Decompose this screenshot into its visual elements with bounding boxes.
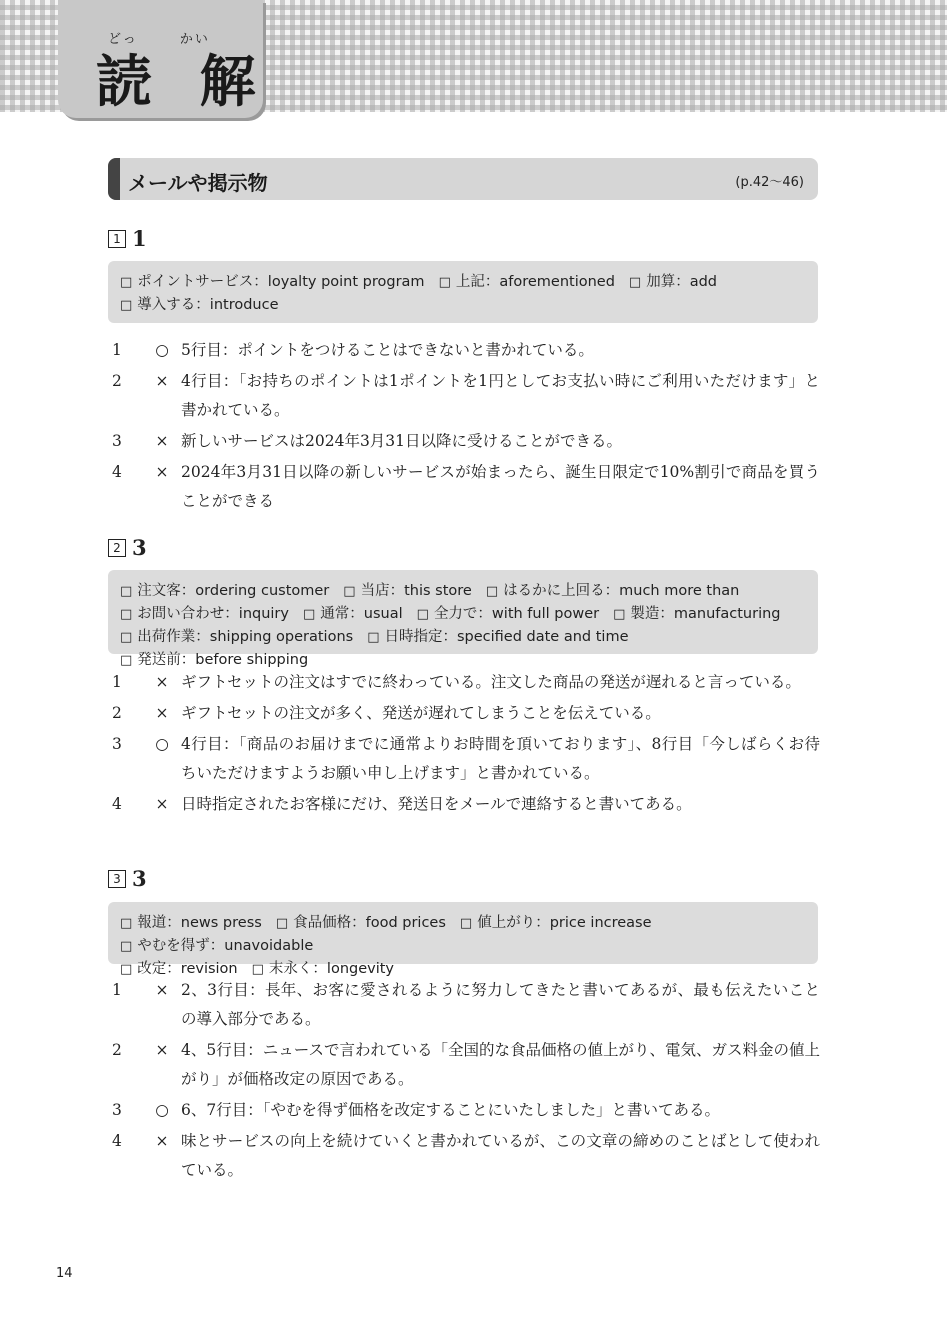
- answer-number: 2: [112, 372, 122, 390]
- vocab-item: □ 改定：revision: [120, 958, 238, 981]
- question-number-box: 3: [108, 870, 126, 888]
- vocab-box-1: [108, 261, 818, 323]
- answer-mark: ×: [155, 1041, 169, 1059]
- title-ruby-2: かい: [179, 32, 210, 47]
- answer-text: 2024年3月31日以降の新しいサービスが始まったら、誕生日限定で10%割引で商品を買うことができる: [181, 463, 820, 510]
- vocab-item: □ 製造：manufacturing: [613, 603, 780, 626]
- question-answer: 3: [132, 866, 147, 891]
- answer-mark: ×: [155, 704, 169, 722]
- answer-mark: ○: [155, 1101, 169, 1119]
- page-number: 14: [56, 1266, 73, 1281]
- answer-number: 2: [112, 1041, 122, 1059]
- answer-text: 6、7行目：「やむを得ず価格を改定することにいたしました」と書いてある。: [181, 1101, 720, 1119]
- vocab-item: □ 報道：news press: [120, 912, 262, 935]
- vocab-item: □ 全力で：with full power: [417, 603, 599, 626]
- question-answer: 3: [132, 535, 147, 560]
- answer-text: 4行目：「商品のお届けまでに通常よりお時間を頂いております」、8行目「今しばらくお待ちいただけますようお願い申し上げます」と書かれている。: [181, 735, 820, 782]
- answer-number: 3: [112, 1101, 122, 1119]
- vocab-item: □ ポイントサービス：loyalty point program: [120, 271, 425, 294]
- answer-mark: ×: [155, 463, 169, 481]
- vocab-item: □ 通常：usual: [303, 603, 403, 626]
- vocab-item: □ 食品価格：food prices: [276, 912, 446, 935]
- answer-row: [108, 427, 820, 456]
- vocab-item: □ 当店：this store: [343, 580, 472, 603]
- vocab-item: □ 値上がり：price increase: [460, 912, 652, 935]
- answer-number: 3: [112, 735, 122, 753]
- vocab-item: □ 注文客：ordering customer: [120, 580, 329, 603]
- question-number-box: 1: [108, 230, 126, 248]
- answer-mark: ×: [155, 1132, 169, 1150]
- answer-row: [108, 790, 820, 819]
- answer-text: 2、3行目：長年、お客に愛されるように努力してきたと書いてあるが、最も伝えたいことの導入部分である。: [181, 981, 820, 1028]
- answer-mark: ×: [155, 372, 169, 390]
- question-1-header: [108, 226, 147, 251]
- question-3-header: [108, 866, 147, 891]
- page-title: 読 解: [96, 50, 270, 115]
- vocab-item: □ 日時指定：specified date and time: [367, 626, 628, 649]
- title-ruby-1: どっ: [108, 32, 138, 47]
- section-accent: [108, 158, 120, 200]
- answer-mark: ×: [155, 432, 169, 450]
- answer-text: 新しいサービスは2024年3月31日以降に受けることができる。: [181, 432, 623, 450]
- answer-list-2: [108, 668, 820, 821]
- answer-row: [108, 336, 820, 365]
- answer-row: [108, 1036, 820, 1094]
- vocab-item: □ 末永く：longevity: [252, 958, 394, 981]
- answer-number: 3: [112, 432, 122, 450]
- answer-text: ギフトセットの注文が多く、発送が遅れてしまうことを伝えている。: [181, 704, 661, 722]
- answer-mark: ×: [155, 795, 169, 813]
- answer-text: 4行目：「お持ちのポイントは1ポイントを1円としてお支払い時にご利用いただけます」と書かれている。: [181, 372, 820, 419]
- vocab-box-2: [108, 570, 818, 668]
- answer-list-3: [108, 976, 820, 1187]
- answer-number: 1: [112, 981, 122, 999]
- vocab-item: □ 発送前：before shipping: [120, 649, 308, 672]
- answer-mark: ○: [155, 341, 169, 359]
- answer-number: 2: [112, 704, 122, 722]
- answer-text: ギフトセットの注文はすでに終わっている。注文した商品の発送が遅れると言っている。: [181, 673, 801, 691]
- answer-text: 味とサービスの向上を続けていくと書かれているが、この文章の締めのことばとして使われている。: [181, 1132, 820, 1179]
- section-pages: (p.42〜46): [735, 175, 804, 190]
- answer-number: 1: [112, 673, 122, 691]
- section-header: [108, 158, 818, 200]
- answer-row: [108, 458, 820, 516]
- answer-row: [108, 367, 820, 425]
- answer-list-1: [108, 336, 820, 518]
- section-title: メールや掲示物: [128, 171, 268, 195]
- answer-mark: ×: [155, 981, 169, 999]
- vocab-box-3: [108, 902, 818, 977]
- answer-row: [108, 1096, 820, 1125]
- vocab-item: □ 上記：aforementioned: [439, 271, 615, 294]
- answer-mark: ○: [155, 735, 169, 753]
- answer-row: [108, 1127, 820, 1185]
- vocab-item: □ やむを得ず：unavoidable: [120, 935, 313, 958]
- vocab-item: □ はるかに上回る：much more than: [486, 580, 740, 603]
- answer-number: 1: [112, 341, 122, 359]
- answer-row: [108, 976, 820, 1034]
- answer-text: 日時指定されたお客様にだけ、発送日をメールで連絡すると書いてある。: [181, 795, 692, 813]
- answer-row: [108, 668, 820, 697]
- vocab-item: □ お問い合わせ：inquiry: [120, 603, 289, 626]
- vocab-item: □ 出荷作業：shipping operations: [120, 626, 353, 649]
- answer-text: 4、5行目：ニュースで言われている「全国的な食品価格の値上がり、電気、ガス料金の値上がり」が価格改定の原因である。: [181, 1041, 820, 1088]
- answer-text: 5行目：ポイントをつけることはできないと書かれている。: [181, 341, 594, 359]
- question-number-box: 2: [108, 539, 126, 557]
- vocab-item: □ 加算：add: [629, 271, 717, 294]
- answer-number: 4: [112, 463, 122, 481]
- question-answer: 1: [132, 226, 147, 251]
- question-2-header: [108, 535, 147, 560]
- answer-number: 4: [112, 1132, 122, 1150]
- answer-number: 4: [112, 795, 122, 813]
- answer-row: [108, 730, 820, 788]
- vocab-item: □ 導入する：introduce: [120, 294, 279, 317]
- answer-row: [108, 699, 820, 728]
- answer-mark: ×: [155, 673, 169, 691]
